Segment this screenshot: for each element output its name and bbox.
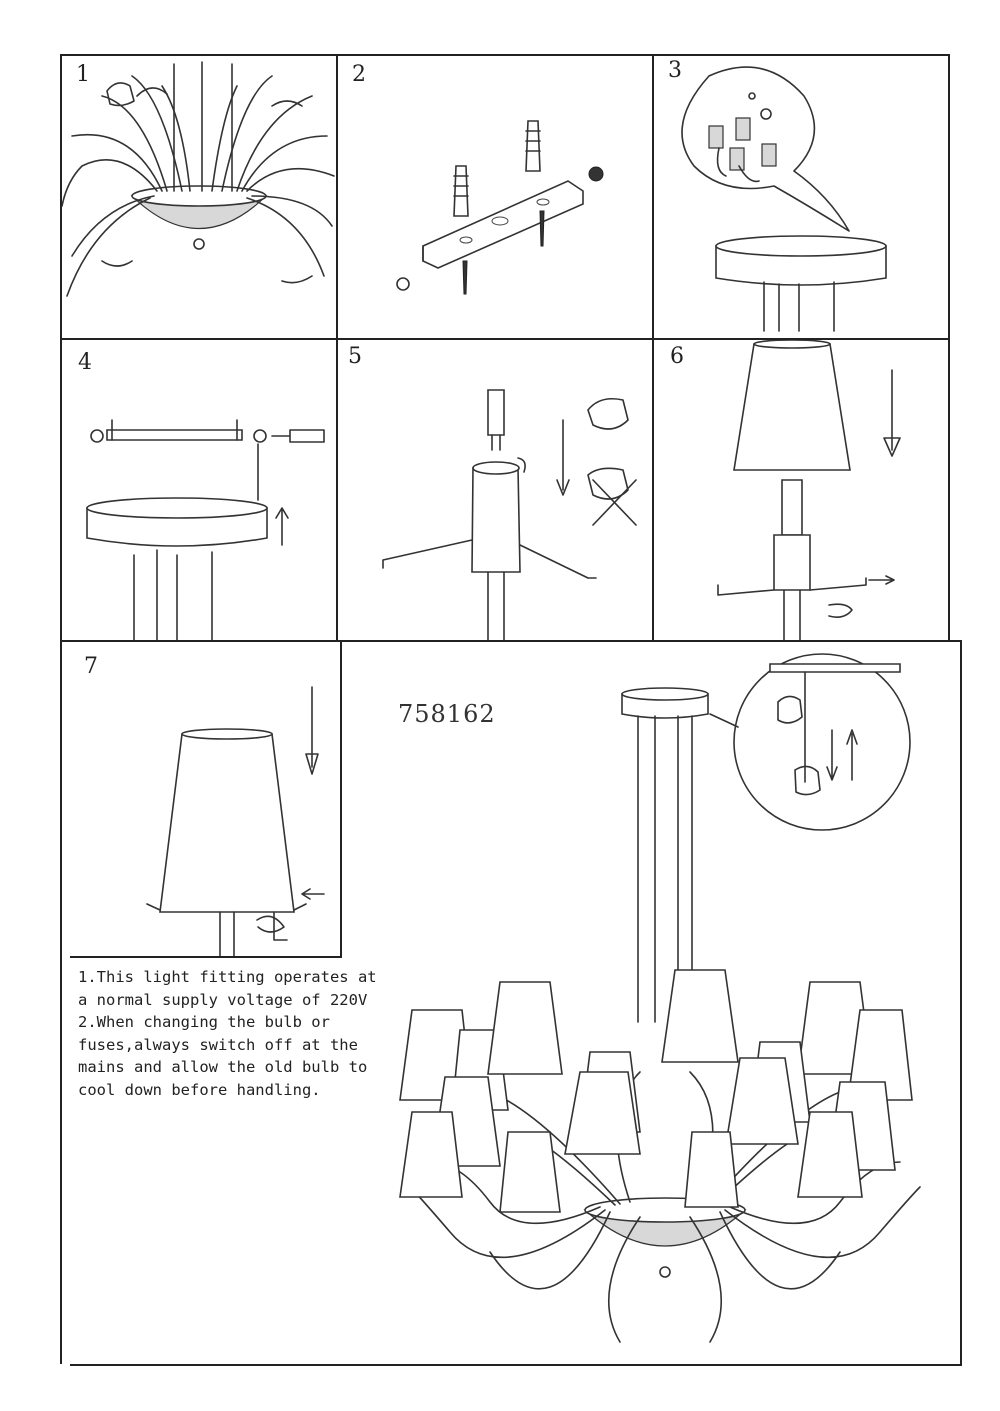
- step-3-number: 3: [668, 58, 682, 83]
- hand-icon: [795, 766, 820, 794]
- step-7-number: 7: [84, 654, 98, 679]
- canopy-attach-illustration: [62, 340, 336, 640]
- bulb-icon: [488, 390, 504, 435]
- safety-notes: [78, 966, 398, 1101]
- step-6-number: 6: [670, 344, 684, 369]
- step-2-number: 2: [352, 62, 366, 87]
- wire-routing-illustration: [62, 56, 336, 338]
- arrow-down-icon: [557, 420, 569, 495]
- step-4-panel: [62, 340, 336, 640]
- hand-icon: [778, 696, 802, 722]
- model-number: 758162: [398, 700, 496, 728]
- arrow-down-icon: [884, 370, 900, 456]
- step-7-panel: [62, 642, 340, 956]
- step-4-number: 4: [78, 350, 92, 375]
- hand-icon: [107, 83, 134, 106]
- note-line-4: fuses,always switch off at the: [78, 1035, 358, 1054]
- terminal-block-illustration: [654, 56, 948, 338]
- screwdriver-icon: [272, 430, 324, 442]
- step-2-panel: [338, 56, 652, 338]
- frame-right-lower: [960, 640, 962, 1366]
- note-line-6: cool down before handling.: [78, 1080, 321, 1099]
- note-line-3: 2.When changing the bulb or: [78, 1013, 330, 1031]
- step-5-panel: [338, 340, 652, 640]
- step-1-number: 1: [76, 62, 90, 87]
- arrow-down-icon: [827, 730, 837, 780]
- step-5-number: 5: [348, 344, 362, 369]
- mounting-bracket-illustration: [338, 56, 652, 338]
- frame-right-upper: [948, 54, 950, 640]
- note-line-5: mains and allow the old bulb to: [78, 1058, 368, 1076]
- step-3-panel: [654, 56, 948, 338]
- arrow-down-icon: [306, 687, 318, 774]
- arrow-up-icon: [276, 508, 288, 545]
- frame-bottom: [70, 1364, 962, 1366]
- step-1-panel: [62, 56, 336, 338]
- note-line-2: a normal supply voltage of 220V: [78, 990, 368, 1009]
- chandelier-illustration: [340, 642, 960, 1362]
- shade-fitting-illustration: [654, 340, 948, 640]
- note-line-1: 1.This light fitting operates at: [78, 968, 377, 986]
- step-6-panel: [654, 340, 948, 640]
- shade-clip-illustration: [62, 642, 340, 956]
- bulb-insertion-illustration: [338, 340, 652, 640]
- step7-bottom: [70, 956, 342, 958]
- arrow-up-icon: [847, 730, 857, 780]
